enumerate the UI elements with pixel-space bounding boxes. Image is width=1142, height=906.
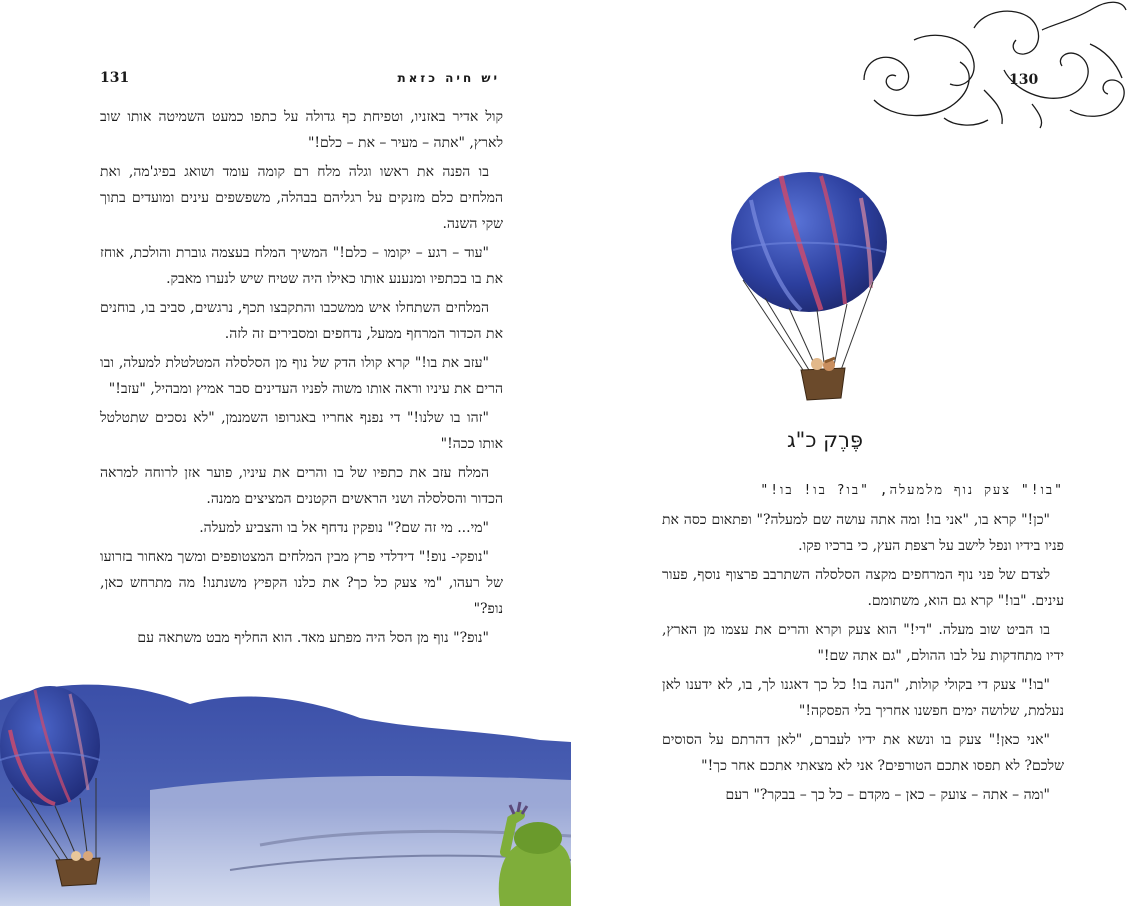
paragraph: קול אדיר באזניו, וטפיחת כף גדולה על כתפו כמעט השמיטה אותו שוב לארץ, "אתה – מעיר – את – כלם!"	[100, 109, 503, 151]
paragraph: המלח עזב את כתפיו של בו והרים את עיניו, פוער אזן לרוחה למראה הכדור והסלסלה ושני הראשים הקטנים המציצים ממנה.	[100, 465, 503, 507]
paragraph: "זהו בו שלנו!" די נפנף אחריו באגרופו השמנמן, "לא נסכים שתטלטל אותו ככה!"	[100, 410, 503, 452]
right-page-number: 130	[1009, 72, 1039, 88]
left-body-text	[100, 104, 503, 654]
paragraph: לצדם של פני נוף המרחפים מקצה הסלסלה השתרבב פרצוף נוסף, פעור עינים. "בו!" קרא גם הוא, משתומם.	[662, 567, 1064, 609]
paragraph: "מי... מי זה שם?" נופקין נדחף אל בו והצביע למעלה.	[199, 520, 489, 536]
book-running-title: יש חיה כזאת	[397, 71, 500, 85]
hot-air-balloon-icon	[721, 170, 921, 415]
paragraph: "בו!" צעק די בקולי קולות, "הנה בו! כל כך דאגנו לך, בו, לא ידענו לאן נעלמת, שלושה ימים חפשנו אחריך בלי הפסקה!"	[662, 677, 1064, 719]
paragraph: בו הביט שוב מעלה. "די!" הוא צעק וקרא והרים את עצמו מן הארץ, ידיו מתחדקות על לבו ההולם, "גם אתה שם!"	[662, 622, 1064, 664]
paragraph: "נופקי- נופ!" דידלדי פרץ מבין המלחים המצטופפים ומשך מאחור בזרועו של רעהו, "מי צעק כל כך? את כלנו הקפיץ משנתנו! מה מתרחש כאן, נופ?"	[100, 549, 503, 617]
right-page	[571, 0, 1142, 906]
paragraph: "עוד – רגע – יקומו – כלם!" המשיך המלח בעצמה גוברת והולכת, אוחז את בו בכתפיו ומנענע אותו כאילו היה שטיח שיש לנערו מאבק.	[100, 245, 503, 287]
right-body-text	[662, 478, 1064, 811]
hot-air-balloon-scene-illustration	[0, 670, 571, 906]
paragraph: "אני כאן!" צעק בו ונשא את ידיו לעברם, "לאן דהרתם על הסוסים שלכם? לא תפסו אתכם הטורפים? אני לא מצאתי אתכם אחר כך!"	[662, 732, 1064, 774]
paragraph: "בו!" צעק נוף מלמעלה, "בו? בו! בו!"	[760, 483, 1064, 498]
paragraph: "עזב את בו!" קרא קולו הדק של נוף מן הסלסלה המטלטלת למעלה, ובו הרים את עיניו וראה אותו משוה לפניו העדינים סבר אמיץ ומבהיל, "עזב!"	[100, 355, 503, 397]
left-running-head	[100, 70, 500, 86]
paragraph: בו הפנה את ראשו וגלה מלח רם קומה עומד ושואג בפיג'מה, ואת המלחים כלם מזנקים על רגליהם בבהלה, משפשפים עינים ומועדים בתוך שקי השנה.	[100, 164, 503, 232]
paragraph: המלחים השתחלו איש ממשכבו והתקבצו תכף, נרגשים, סביב בו, בוחנים את הכדור המרחף ממעל, נדחפים ומסבירים זה לזה.	[100, 300, 503, 342]
decorative-swirl-icon	[854, 0, 1142, 130]
chapter-title: פֶּרֶק כ"ג	[787, 428, 863, 452]
paragraph: "כן!" קרא בו, "אני בו! ומה אתה עושה שם למעלה?" ופתאום כסה את פניו בידיו ונפל לישב על רצפת העץ, כי ברכיו פקו.	[662, 512, 1064, 554]
paragraph: "ומה – אתה – צועק – כאן – מקדם – כל כך – בבקר?" רעם	[725, 787, 1050, 803]
paragraph: "נופ?" נוף מן הסל היה מפתע מאד. הוא החליף מבט משתאה עם	[137, 630, 489, 646]
left-page-number: 131	[100, 70, 130, 86]
